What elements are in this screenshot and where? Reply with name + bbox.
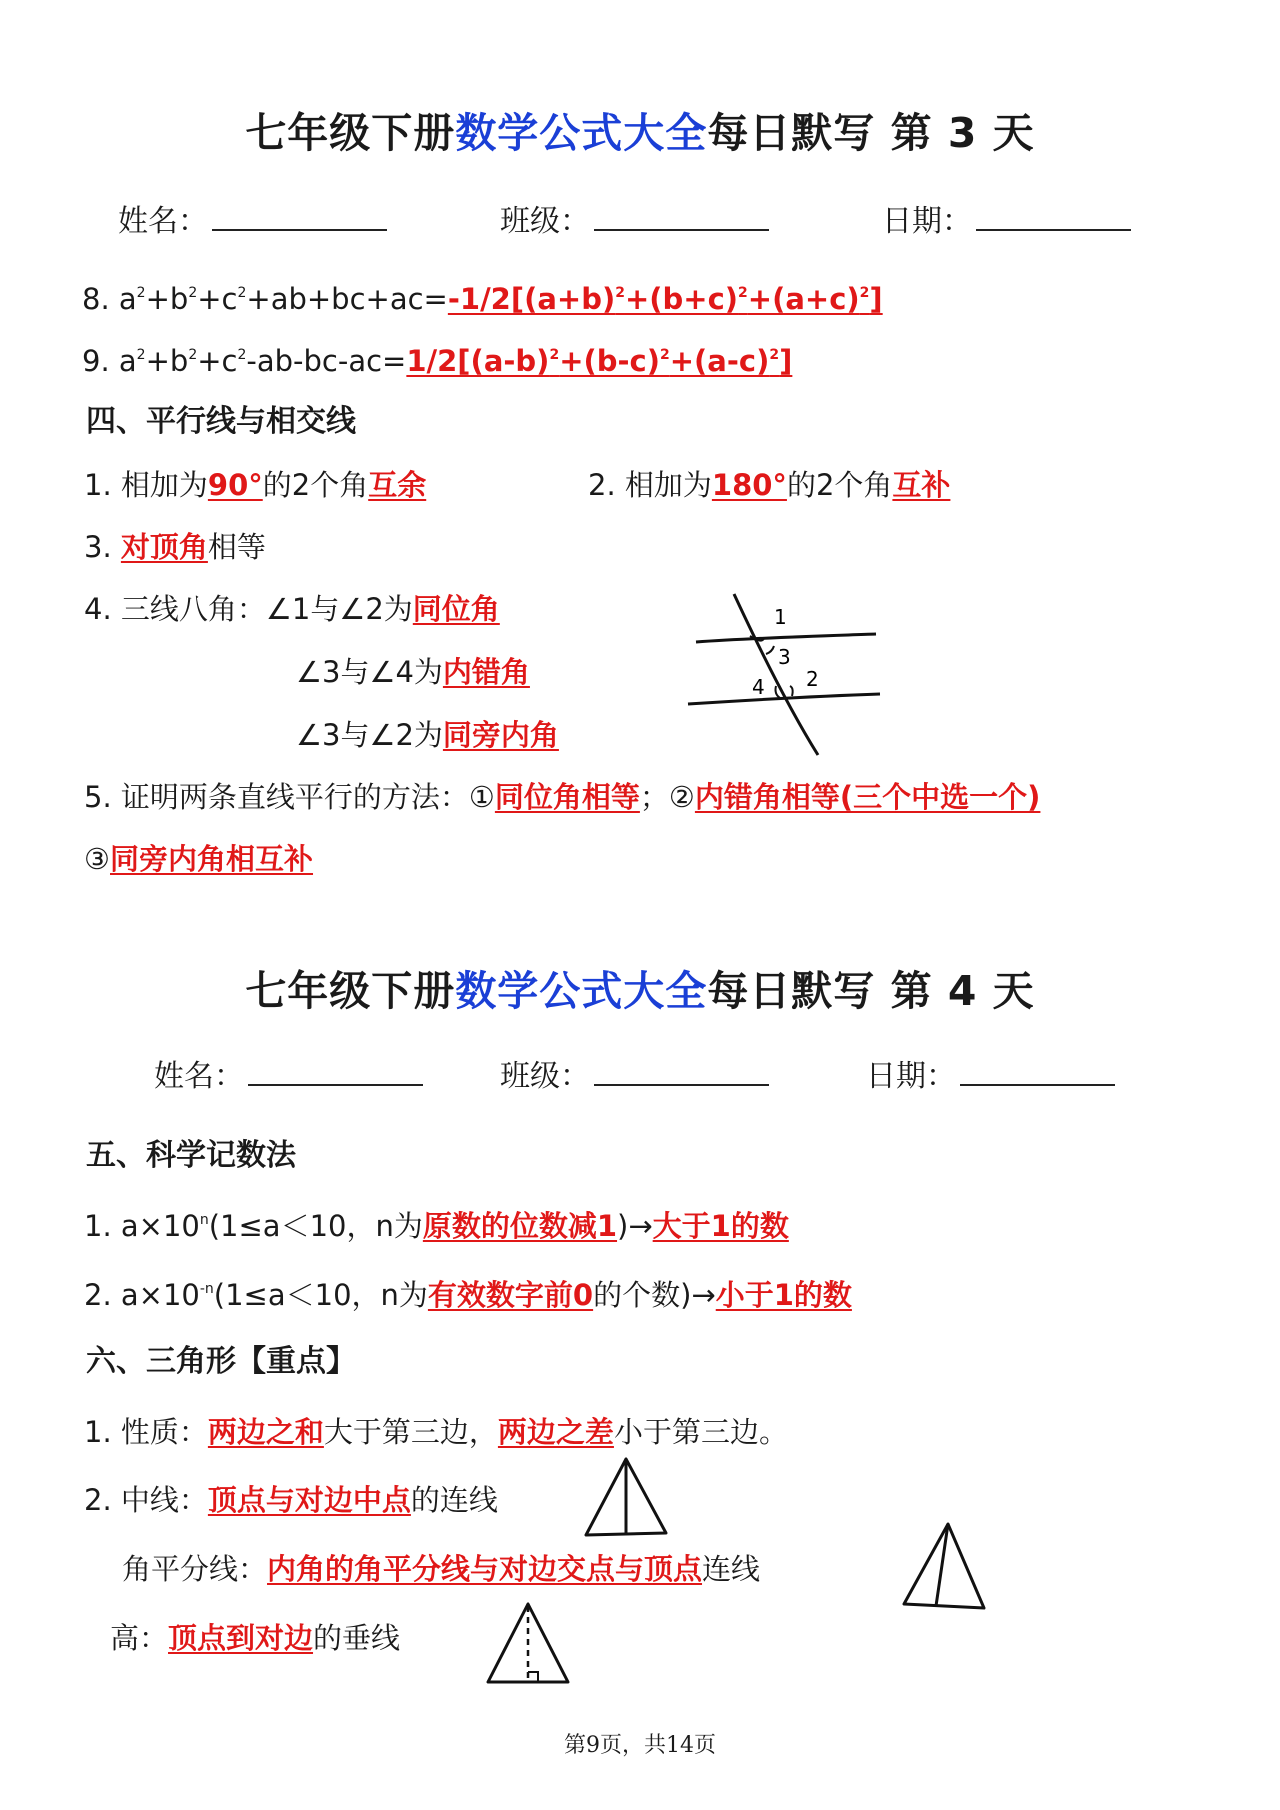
line-2: [588, 465, 950, 505]
answer: 同位角: [412, 592, 500, 626]
name-field: [118, 196, 387, 240]
text: (1≤a＜10，n为: [213, 1278, 428, 1312]
text: 高：: [110, 1621, 169, 1655]
text: 1. 性质：: [84, 1415, 208, 1449]
text: 2. 中线：: [84, 1483, 208, 1517]
angle-arc-3: [766, 646, 774, 654]
text: 9. a: [82, 344, 137, 378]
text: 相等: [207, 530, 266, 564]
line-3: [84, 527, 266, 567]
line-4b: [296, 652, 530, 692]
sup: 2: [549, 347, 560, 363]
angle-label-4: 4: [752, 675, 765, 699]
text: 的连线: [410, 1483, 498, 1517]
line-6: [84, 839, 313, 879]
text: ∠3与∠2为: [296, 718, 443, 752]
class-blank[interactable]: [594, 1058, 769, 1086]
text: -ab-bc-ac=: [246, 344, 407, 378]
formula-8: [82, 279, 883, 319]
sup: 2: [859, 285, 870, 301]
sup: 2: [237, 347, 247, 363]
answer: 同旁内角: [442, 718, 559, 752]
text: 连线: [702, 1552, 761, 1586]
answer: 两边之和: [207, 1415, 324, 1449]
sup: 2: [136, 347, 146, 363]
sup: 2: [237, 285, 247, 301]
date-label: 日期：: [866, 1059, 956, 1094]
name-blank[interactable]: [212, 203, 387, 231]
name-field: [154, 1051, 423, 1095]
transversal-figure: [680, 590, 890, 765]
text: 大于第三边，: [323, 1415, 498, 1449]
day4-title: [0, 958, 1280, 1017]
text: (1≤a＜10，n为: [208, 1209, 423, 1243]
answer: 90°: [207, 468, 263, 502]
name-label: 姓名：: [118, 204, 208, 239]
answer: 180°: [711, 468, 787, 502]
text: ③: [84, 842, 110, 876]
text: 3.: [84, 530, 121, 564]
angle-label-2: 2: [806, 667, 819, 691]
tri-line-2: [84, 1480, 498, 1520]
text: ∠3与∠4为: [296, 655, 443, 689]
answer: 内角的角平分线与对边交点与顶点: [267, 1552, 703, 1586]
angle-label-1: 1: [774, 605, 787, 629]
class-blank[interactable]: [594, 203, 769, 231]
ans-text: ]: [779, 344, 793, 378]
angle-bisector-triangle-figure: [898, 1520, 990, 1612]
ans-text: +(a-c): [669, 344, 770, 378]
sup: 2: [136, 285, 146, 301]
answer: 对顶角: [120, 530, 208, 564]
tri-line-4: [110, 1618, 400, 1658]
text: 2. a×10: [84, 1278, 200, 1312]
line-1: [84, 465, 426, 505]
text: ；②: [639, 780, 695, 814]
sci-line-1: [84, 1206, 789, 1246]
text: +c: [197, 344, 238, 378]
title-part: 七年级下册: [245, 967, 456, 1015]
ans-text: +(b+c): [624, 282, 739, 316]
name-label: 姓名：: [154, 1059, 244, 1094]
title-highlight: 数学公式大全: [455, 109, 708, 157]
text: +b: [145, 282, 189, 316]
date-field: [866, 1051, 1115, 1095]
formula-9: [82, 341, 792, 381]
tri-line-1: [84, 1412, 788, 1452]
section-heading: 四、平行线与相交线: [86, 404, 356, 439]
title-part: 七年级下册: [245, 109, 456, 157]
answer: 顶点与对边中点: [207, 1483, 411, 1517]
answer: 小于1的数: [715, 1278, 852, 1312]
answer: 大于1的数: [652, 1209, 789, 1243]
text: 5. 证明两条直线平行的方法：①: [84, 780, 495, 814]
title-part: 每日默写 第 3 天: [707, 109, 1035, 157]
answer: 同旁内角相互补: [110, 842, 314, 876]
text: 8. a: [82, 282, 137, 316]
text: 角平分线：: [122, 1552, 268, 1586]
answer: 顶点到对边: [168, 1621, 314, 1655]
parallel-line-top: [696, 634, 876, 642]
text: 的个数)→: [593, 1278, 716, 1312]
class-label: 班级：: [500, 204, 590, 239]
day3-title: [0, 100, 1280, 159]
text: 的2个角: [786, 468, 893, 502]
answer: 原数的位数减1: [422, 1209, 618, 1243]
ans-text: ]: [869, 282, 883, 316]
sup: 2: [615, 285, 625, 301]
altitude-triangle-figure: [482, 1600, 574, 1688]
sup: 2: [188, 347, 198, 363]
class-field: [500, 1051, 769, 1095]
class-field: [500, 196, 769, 240]
text: ∠1与∠2为: [265, 592, 413, 626]
text: +ab+bc+ac=: [246, 282, 448, 316]
angle-label-3: 3: [778, 645, 791, 669]
sup: 2: [738, 285, 748, 301]
text: 的2个角: [262, 468, 369, 502]
date-field: [882, 196, 1131, 240]
sci-line-2: [84, 1275, 852, 1315]
text: 小于第三边。: [613, 1415, 788, 1449]
ans-text: +(a+c): [747, 282, 860, 316]
tri-line-3: [122, 1549, 760, 1589]
answer: 两边之差: [497, 1415, 614, 1449]
date-blank[interactable]: [976, 203, 1131, 231]
answer: [448, 282, 883, 316]
text: 1. a×10: [84, 1209, 200, 1243]
ans-text: -1/2[(a+b): [447, 282, 616, 316]
text: )→: [617, 1209, 653, 1243]
angle-arc-2: [790, 686, 793, 696]
title-highlight: 数学公式大全: [455, 967, 708, 1015]
answer: 互补: [892, 468, 951, 502]
answer: 互余: [368, 468, 427, 502]
name-blank[interactable]: [248, 1058, 423, 1086]
text: 的垂线: [313, 1621, 401, 1655]
answer: 内错角: [442, 655, 530, 689]
page-footer: 第9页，共14页: [564, 1733, 716, 1758]
section-heading: 六、三角形【重点】: [86, 1344, 356, 1379]
line-4: [84, 589, 500, 629]
sup: 2: [188, 285, 198, 301]
text: 2. 相加为: [588, 468, 712, 502]
sup: -n: [199, 1281, 214, 1297]
answer: 同位角相等: [494, 780, 640, 814]
text: 4. 三线八角：: [84, 592, 266, 626]
text: 1. 相加为: [84, 468, 208, 502]
line-5: [84, 777, 1040, 817]
date-blank[interactable]: [960, 1058, 1115, 1086]
ans-text: +(b-c): [559, 344, 660, 378]
answer: [406, 344, 792, 378]
title-part: 每日默写 第 4 天: [707, 967, 1035, 1015]
median-triangle-figure: [580, 1455, 672, 1541]
answer: 有效数字前0: [427, 1278, 594, 1312]
class-label: 班级：: [500, 1059, 590, 1094]
answer: 内错角相等(三个中选一个): [694, 780, 1041, 814]
section-heading: 五、科学记数法: [86, 1138, 296, 1173]
sup: 2: [659, 347, 670, 363]
ans-text: 1/2[(a-b): [406, 344, 550, 378]
text: +c: [197, 282, 238, 316]
date-label: 日期：: [882, 204, 972, 239]
text: +b: [145, 344, 189, 378]
sup: 2: [769, 347, 780, 363]
line-4c: [296, 715, 559, 755]
sup: n: [199, 1212, 209, 1228]
